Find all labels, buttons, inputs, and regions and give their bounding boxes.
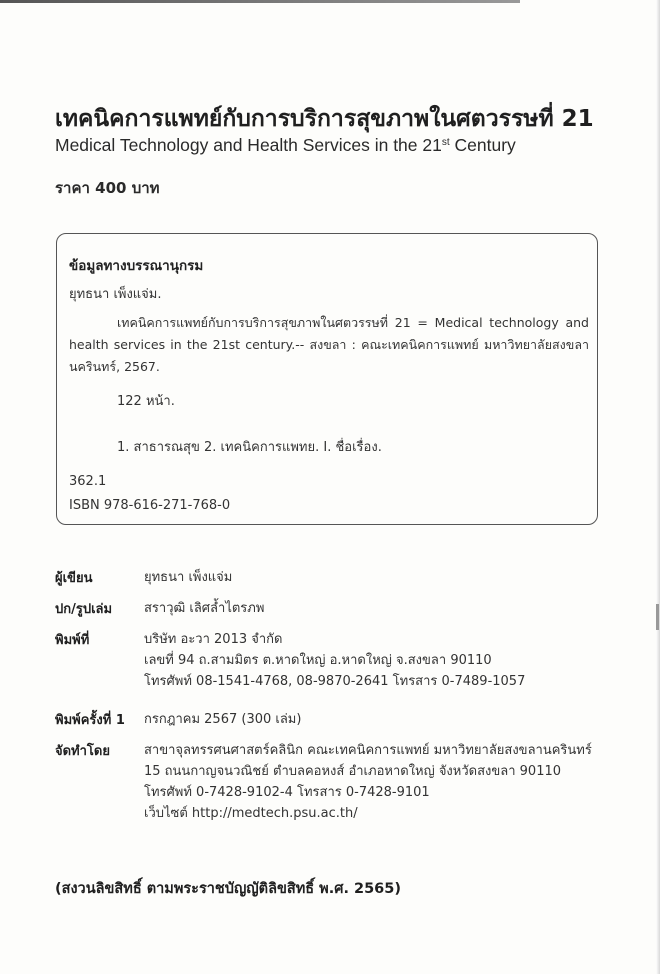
credit-values [144,629,525,692]
credit-value-line: เลขที่ 94 ถ.สามมิตร ต.หาดใหญ่ อ.หาดใหญ่ จ.สงขลา 90110 [144,653,492,668]
cip-subjects: 1. สาธารณสุข 2. เทคนิคการแพทย. I. ชื่อเรื่อง. [117,440,382,455]
credit-values [144,740,592,824]
title-thai: เทคนิคการแพทย์กับการบริการสุขภาพในศตวรรษที่ 21 [55,106,594,132]
title-english-tail: Century [449,135,516,155]
credit-label: จัดทำโดย [55,744,110,759]
cip-classification: 362.1 [69,474,107,489]
credit-value-line: โทรศัพท์ 0-7428-9102-4 โทรสาร 0-7428-9101 [144,785,430,800]
credit-values [144,598,264,619]
top-border-line [0,0,520,3]
credit-value-line: บริษัท อะวา 2013 จำกัด [144,632,283,647]
cip-record-box [56,233,598,525]
title-english-main: Medical Technology and Health Services in the 21 [55,135,442,155]
credit-value-line: กรกฎาคม 2567 (300 เล่ม) [144,712,302,727]
credit-label: พิมพ์ครั้งที่ 1 [55,713,125,728]
cip-description: เทคนิคการแพทย์กับการบริการสุขภาพในศตวรรษที่ 21 = Medical technology and health services in the 21st century.-- สงขลา : คณะเทคนิคการแพทย์ มหาวิทยาลัยสงขลานครินทร์, 2567. [69,315,589,374]
cip-pages: 122 หน้า. [117,394,175,409]
cip-author: ยุทธนา เพ็งแจ่ม. [69,287,162,302]
credit-value-line: สราวุฒิ เลิศล้ำไตรภพ [144,601,265,616]
title-english [55,135,615,156]
credit-value-line: เว็บไซต์ http://medtech.psu.ac.th/ [144,806,358,821]
cip-heading: ข้อมูลทางบรรณานุกรม [69,258,204,274]
price-label: ราคา 400 บาท [55,179,160,197]
scan-edge-mark [656,604,659,630]
credit-value-line: โทรศัพท์ 08-1541-4768, 08-9870-2641 โทรสาร 0-7489-1057 [144,674,526,689]
credit-label: ปก/รูปเล่ม [55,602,113,617]
credit-value-line: 15 ถนนกาญจนวณิชย์ ตำบลคอหงส์ อำเภอหาดใหญ่ จังหวัดสงขลา 90110 [144,764,562,779]
credit-value-line: ยุทธนา เพ็งแจ่ม [144,570,233,585]
credit-label: ผู้เขียน [55,571,93,586]
credit-values [144,709,301,730]
copyright-notice: (สงวนลิขสิทธิ์ ตามพระราชบัญญัติลิขสิทธิ์ พ.ศ. 2565) [55,881,401,897]
credit-values [144,567,232,588]
credit-label: พิมพ์ที่ [55,633,90,648]
title-english-ordinal: st [441,137,450,148]
page-right-edge [656,0,660,974]
cip-isbn: ISBN 978-616-271-768-0 [69,498,231,513]
credit-value-line: สาขาจุลทรรศนศาสตร์คลินิก คณะเทคนิคการแพทย์ มหาวิทยาลัยสงขลานครินทร์ [144,743,592,758]
